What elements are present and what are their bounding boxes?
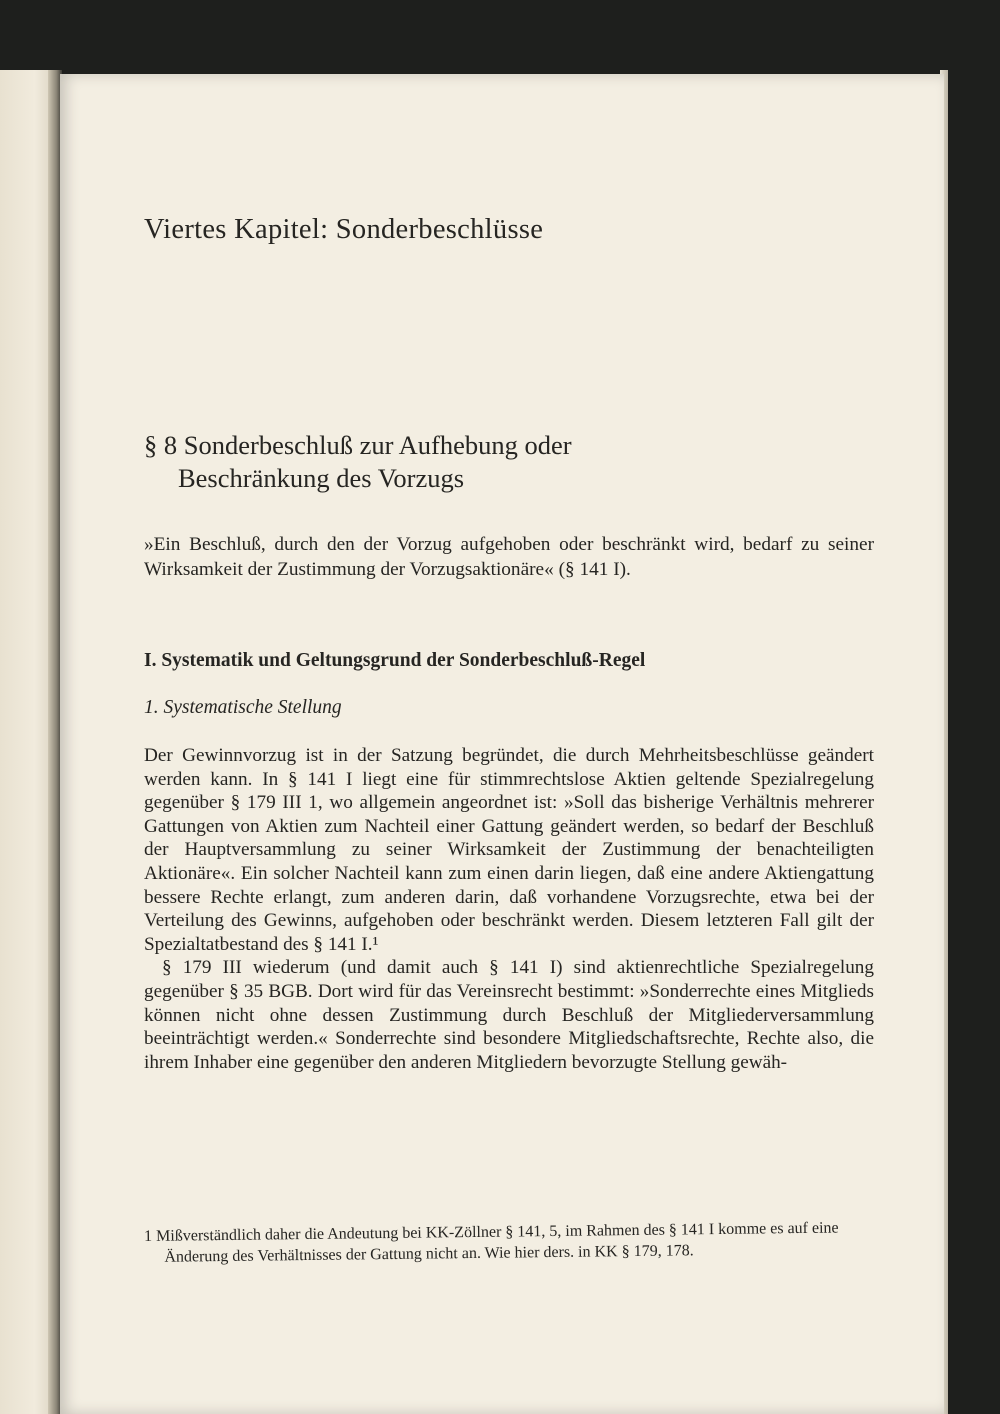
section-title [144,429,572,495]
statute-quote: »Ein Beschluß, durch den der Vorzug aufgehoben oder beschränkt wird, bedarf zu seiner Wirksamkeit der Zustimmung der Vorzugsaktionäre« (§ 141 I). [144,534,874,580]
section-title-line-2: Beschränkung des Vorzugs [178,463,465,493]
heading-2: 1. Systematische Stellung [144,697,342,718]
book-page [60,74,944,1414]
body-text [144,744,874,1074]
paragraph-1: Der Gewinnvorzug ist in der Satzung begründet, die durch Mehrheitsbeschlüsse geändert werden kann. In § 141 I liegt eine für stimmrechtslose Aktien geltende Spezialregelung gegenüber § 179 III 1, wo allgemein angeordnet ist: »Soll das bisherige Verhältnis mehrerer Gattungen von Aktien zum Nachteil einer Gattung geändert werden, so bedarf der Beschluß der Hauptversammlung zu seiner Wirksamkeit der Zustimmung der benachteiligten Aktionäre«. Ein solcher Nachteil kann zum einen darin liegen, daß eine andere Aktiengattung bessere Rechte erlangt, zum anderen darin, daß vorhandene Vorzugsrechte, etwa bei der Verteilung des Gewinns, aufgehoben oder beschränkt werden. Diesem letzteren Fall gilt der Spezialtatbestand des § 141 I.¹ [144,745,874,955]
paragraph-2: § 179 III wiederum (und damit auch § 141 I) sind aktienrechtliche Spezialregelung gegenüber § 35 BGB. Dort wird für das Vereinsrecht bestimmt: »Sonderrechte eines Mitglieds können nicht ohne dessen Zustimmung durch Beschluß der Mitgliederversammlung beeinträchtigt werden.« Sonderrechte sind besondere Mitgliedschaftsrechte, Rechte also, die ihrem Inhaber eine gegenüber den anderen Mitgliedern bevorzugte Stellung gewäh- [144,957,874,1073]
heading-1: I. Systematik und Geltungsgrund der Sonderbeschluß-Regel [144,650,646,671]
section-title-line-1: § 8 Sonderbeschluß zur Aufhebung oder [144,430,572,460]
chapter-title: Viertes Kapitel: Sonderbeschlüsse [144,214,544,245]
footnote: 1 Mißverständlich daher die Andeutung bei KK-Zöllner § 141, 5, im Rahmen des § 141 I komme es auf eine Änderung des Verhältnisses der Gattung nicht an. Wie hier ders. in KK § 179, 178. [144,1219,839,1266]
